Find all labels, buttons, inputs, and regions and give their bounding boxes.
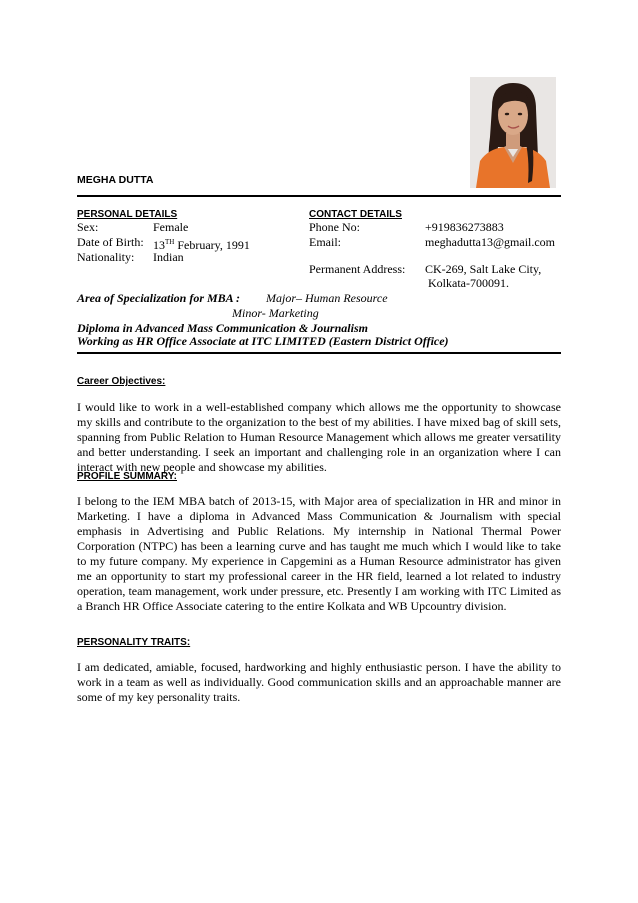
profile-summary-text: I belong to the IEM MBA batch of 2013-15, with Major area of specialization in HR and minor in Marketing. I have a diploma in Advanced Mass Communication & Journalism with special emphasis in Advertising and Public Relations. My internship in National Thermal Power Corporation (NTPC) has been a learning curve and has taught me much which I would like to take to my future company. My experience in Capgemini as a Human Resource administrator has given me an opportunity to start my professional career in the HR field, learned a lot related to industry operation, team management, work under pressure, etc. Presently I am working with ITC Limited as a Branch HR Office Associate catering to the entire Kolkata and WB Upcountry division. — [77, 494, 561, 613]
phone-label: Phone No: — [309, 220, 360, 234]
sex-value: Female — [153, 220, 189, 234]
career-objectives-text: I would like to work in a well-established company which allows me the opportunity to showcase my skills and contribute to the organization to the best of my abilities. I have mixed bag of skill sets, spanning from Public Relation to Human Resource Management which allows me greater versatility and better understanding. I seek an important and challenging role in an organization where I can interact with new people and showcase my abilities. — [77, 400, 561, 474]
personality-traits-heading: PERSONALITY TRAITS: — [77, 637, 191, 648]
specialization-label: Area of Specialization for MBA : — [77, 291, 241, 305]
address-line-1: CK-269, Salt Lake City, — [425, 262, 542, 276]
phone-value: +919836273883 — [425, 220, 504, 234]
nationality-label: Nationality: — [77, 250, 135, 264]
address-label: Permanent Address: — [309, 262, 406, 276]
dob-label: Date of Birth: — [77, 235, 144, 249]
portrait-image — [470, 77, 556, 188]
sex-label: Sex: — [77, 220, 99, 234]
specialization-major: Major– Human Resource — [266, 291, 388, 305]
dob-value: 13TH February, 1991 — [153, 238, 250, 252]
diploma-line: Diploma in Advanced Mass Communication & Journalism — [77, 321, 368, 335]
contact-details-heading: CONTACT DETAILS — [309, 209, 402, 220]
nationality-value: Indian — [153, 250, 184, 264]
working-line: Working as HR Office Associate at ITC LIMITED (Eastern District Office) — [77, 334, 449, 348]
address-line-2: Kolkata-700091. — [428, 276, 509, 290]
profile-photo — [470, 77, 556, 188]
section-divider — [77, 352, 561, 354]
header-divider — [77, 195, 561, 197]
profile-summary-heading: PROFILE SUMMARY: — [77, 471, 177, 482]
personal-details-heading: PERSONAL DETAILS — [77, 209, 178, 220]
specialization-minor: Minor- Marketing — [232, 306, 319, 320]
personality-traits-text: I am dedicated, amiable, focused, hardworking and highly enthusiastic person. I have the ability to work in a team as well as individually. Good communication skills and an approachable manner are some of my key personality traits. — [77, 660, 561, 704]
email-label: Email: — [309, 235, 341, 249]
candidate-name: MEGHA DUTTA — [77, 174, 154, 186]
career-objectives-heading: Career Objectives: — [77, 376, 166, 387]
email-value: meghadutta13@gmail.com — [425, 235, 556, 249]
